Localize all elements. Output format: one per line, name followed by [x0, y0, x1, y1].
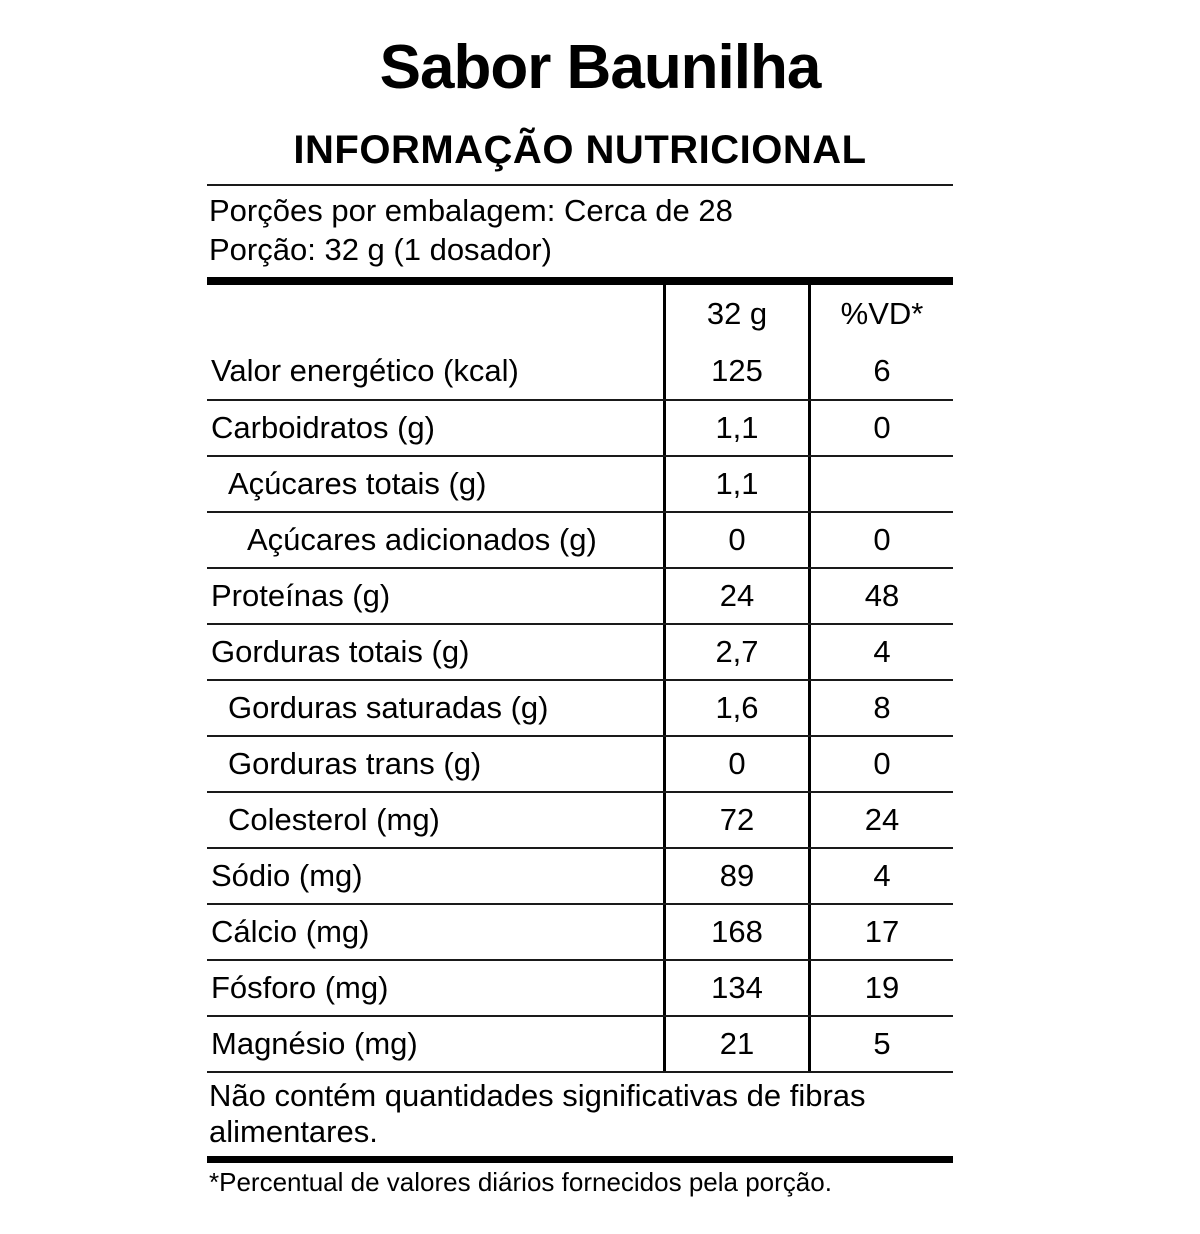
row-dv-value: 0 [808, 737, 953, 791]
serving-info [207, 186, 953, 277]
row-amount-value: 125 [663, 343, 808, 399]
row-dv-value: 24 [808, 793, 953, 847]
table-row [207, 847, 953, 903]
row-amount-value: 0 [663, 513, 808, 567]
label-body [207, 128, 953, 1198]
row-nutrient-label: Carboidratos (g) [211, 410, 435, 446]
serving-size: Porção: 32 g (1 dosador) [209, 232, 552, 268]
row-nutrient-label: Valor energético (kcal) [211, 353, 519, 389]
nutrition-label [0, 34, 1200, 1234]
row-dv-value: 4 [808, 849, 953, 903]
row-dv-value: 4 [808, 625, 953, 679]
table-row [207, 903, 953, 959]
flavor-title: Sabor Baunilha [379, 33, 821, 102]
servings-per-package: Porções por embalagem: Cerca de 28 [209, 193, 733, 229]
table-row [207, 735, 953, 791]
row-amount-value: 134 [663, 961, 808, 1015]
row-nutrient-label: Sódio (mg) [211, 858, 363, 894]
row-dv-value: 8 [808, 681, 953, 735]
row-nutrient-label: Colesterol (mg) [228, 802, 440, 838]
row-dv-value: 0 [808, 401, 953, 455]
header-amount-column: 32 g [663, 285, 808, 343]
table-row [207, 567, 953, 623]
header-dv-column: %VD* [808, 285, 953, 343]
row-amount-value: 89 [663, 849, 808, 903]
row-amount-value: 0 [663, 737, 808, 791]
row-dv-value: 48 [808, 569, 953, 623]
row-nutrient-label: Açúcares adicionados (g) [247, 522, 597, 558]
table-row [207, 1015, 953, 1071]
row-nutrient-label: Magnésio (mg) [211, 1026, 418, 1062]
row-nutrient-label: Fósforo (mg) [211, 970, 389, 1006]
table-row [207, 959, 953, 1015]
row-dv-value: 17 [808, 905, 953, 959]
row-dv-value: 19 [808, 961, 953, 1015]
row-dv-value: 6 [808, 343, 953, 399]
row-amount-value: 24 [663, 569, 808, 623]
row-amount-value: 21 [663, 1017, 808, 1071]
row-nutrient-label: Açúcares totais (g) [228, 466, 487, 502]
table-row [207, 399, 953, 455]
table-row [207, 511, 953, 567]
row-nutrient-label: Cálcio (mg) [211, 914, 370, 950]
table-row [207, 455, 953, 511]
row-dv-value: 5 [808, 1017, 953, 1071]
row-amount-value: 168 [663, 905, 808, 959]
table-top-bar [207, 277, 953, 285]
row-dv-value [808, 457, 953, 511]
row-dv-value: 0 [808, 513, 953, 567]
row-amount-value: 2,7 [663, 625, 808, 679]
row-amount-value: 1,1 [663, 401, 808, 455]
row-nutrient-label: Proteínas (g) [211, 578, 391, 614]
row-amount-value: 1,1 [663, 457, 808, 511]
table-row [207, 623, 953, 679]
row-amount-value: 1,6 [663, 681, 808, 735]
daily-value-footnote: *Percentual de valores diários fornecidos pela porção. [209, 1167, 832, 1198]
row-nutrient-label: Gorduras trans (g) [228, 746, 482, 782]
row-nutrient-label: Gorduras saturadas (g) [228, 690, 549, 726]
fiber-note: Não contém quantidades significativas de fibras alimentares. [209, 1078, 866, 1150]
footnote-top-bar [207, 1156, 953, 1163]
nutrition-heading: INFORMAÇÃO NUTRICIONAL [293, 128, 867, 173]
table-header-row [207, 285, 953, 343]
row-nutrient-label: Gorduras totais (g) [211, 634, 470, 670]
table-row [207, 791, 953, 847]
nutrition-table [207, 285, 953, 1073]
table-row [207, 343, 953, 399]
header-nutrient-column [207, 285, 663, 343]
nutrition-table-body [207, 343, 953, 1071]
table-row [207, 679, 953, 735]
row-amount-value: 72 [663, 793, 808, 847]
